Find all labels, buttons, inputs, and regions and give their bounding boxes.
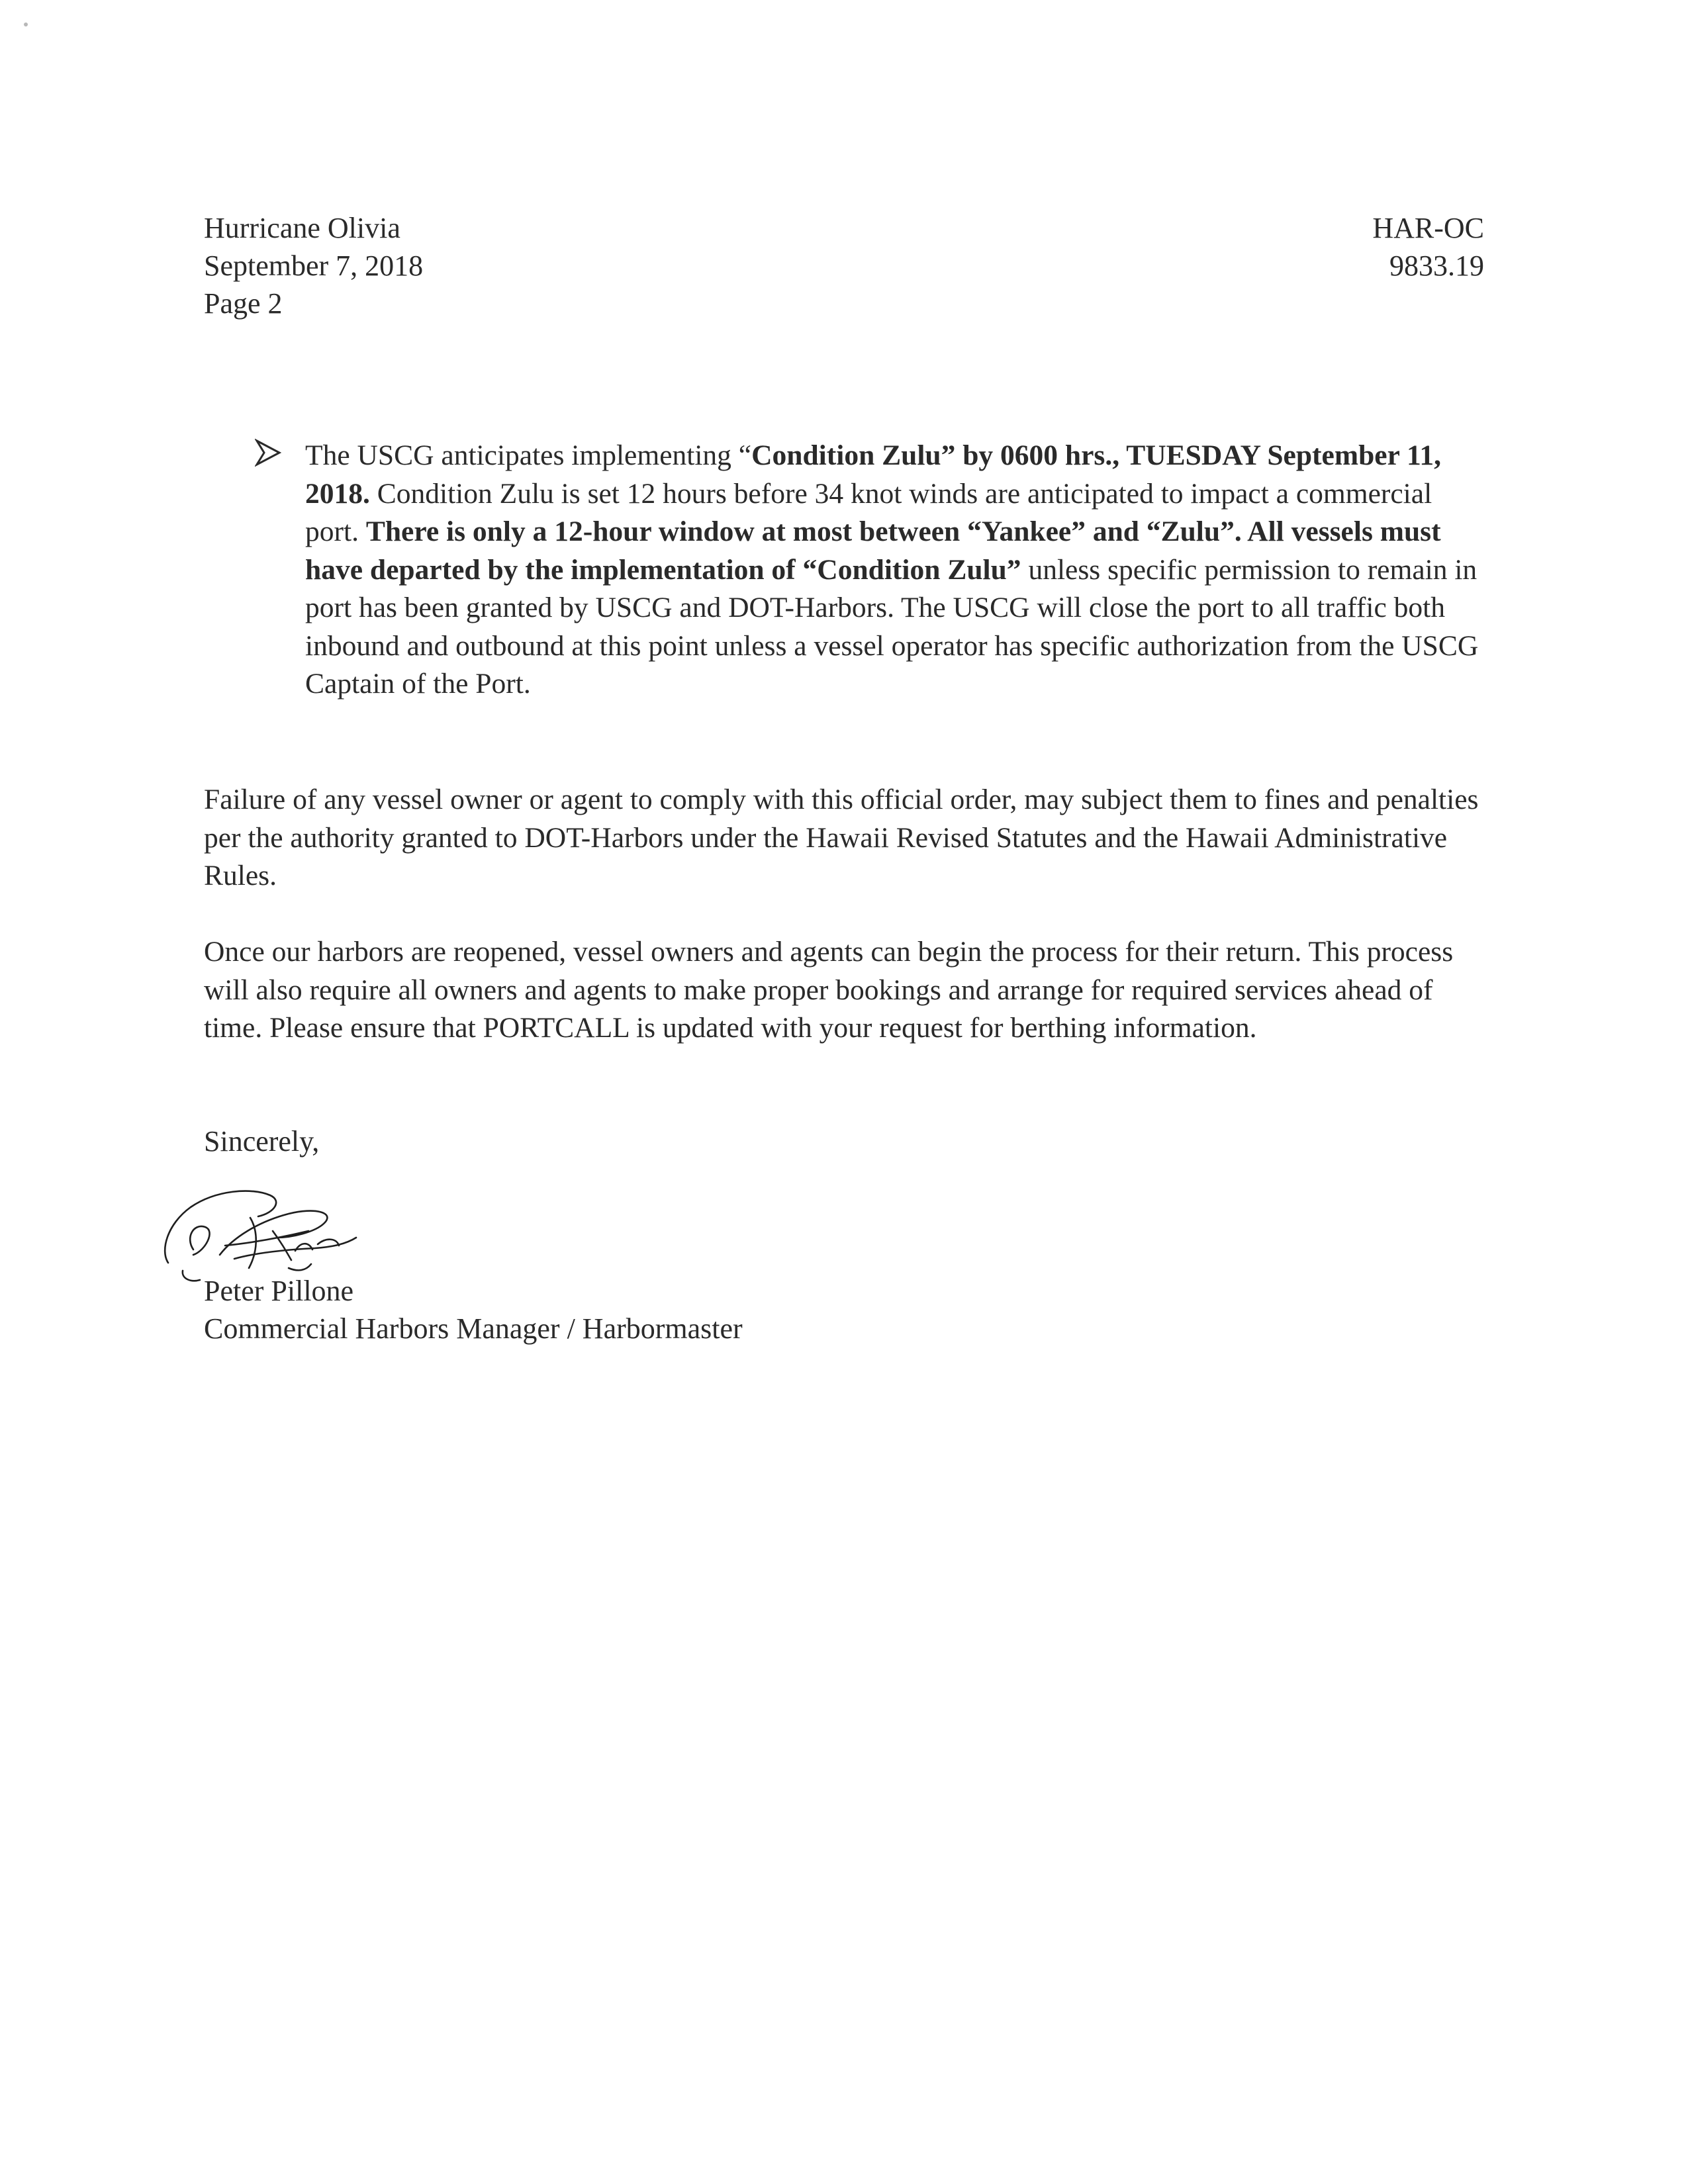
header-subject: Hurricane Olivia (204, 212, 400, 244)
header-page-number: Page 2 (204, 287, 283, 320)
bullet-text-part: Condition Zulu is set 12 hours before 34 knot winds are anticipated to impact a commercial port. (305, 477, 1432, 547)
header-date: September 7, 2018 (204, 250, 424, 282)
header-document-number: 9833.19 (1389, 250, 1484, 282)
signer-name: Peter Pillone (204, 1275, 354, 1307)
penalty-paragraph: Failure of any vessel owner or agent to comply with this official order, may subject them to fines and penalties per the authority granted to DOT-Harbors under the Hawaii Revised Statutes and the Hawaii Administrative Rules. (204, 784, 1479, 891)
letter-header-right (1372, 209, 1484, 285)
arrow-bullet-icon (255, 438, 281, 467)
signer-block (204, 1272, 743, 1347)
bullet-text-part-bold: There is only a 12-hour window at most between “Yankee” and “Zulu”. All vessels must have departed by the implementation of “Condition Zulu” (305, 516, 1441, 586)
scan-speck (24, 23, 28, 26)
letter-header-left (204, 209, 423, 322)
bullet-text-part: unless specific permission to remain in port has been granted by USCG and DOT-Harbors. The USCG will close the port to all traffic both inbound and outbound at this point unless a vessel operator has specific authorization from the USCG Captain of the Port. (305, 553, 1479, 700)
bullet-paragraph (305, 437, 1486, 704)
signer-title: Commercial Harbors Manager / Harbormaster (204, 1312, 743, 1345)
header-document-code: HAR-OC (1372, 212, 1484, 244)
bullet-text-part: The USCG anticipates implementing “ (305, 439, 752, 471)
bullet-text-part-bold: Condition Zulu” by 0600 hrs., TUESDAY September 11, 2018. (305, 439, 1441, 510)
closing-salutation: Sincerely, (204, 1125, 320, 1158)
condition-zulu-bullet (255, 437, 1486, 704)
handwritten-signature (159, 1138, 424, 1291)
reopening-paragraph: Once our harbors are reopened, vessel owners and agents can begin the process for their return. This process will also require all owners and agents to make proper bookings and arrange for required services ahead of time. Please ensure that PORTCALL is updated with your request for berthing information. (204, 936, 1454, 1044)
